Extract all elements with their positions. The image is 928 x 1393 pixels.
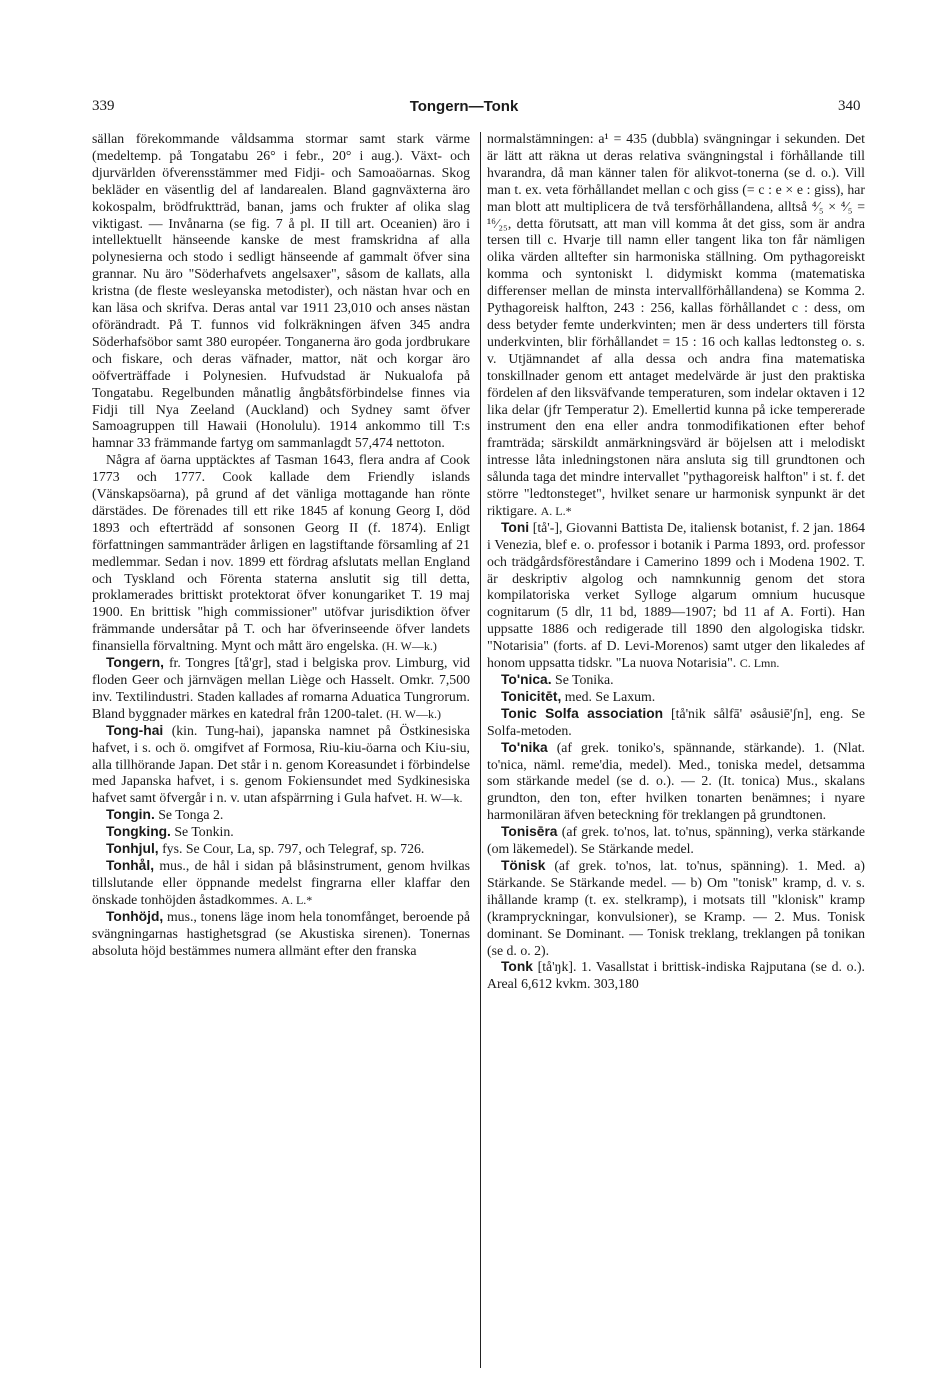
headword-tonisk: Tönisk	[501, 857, 546, 873]
entry-tongking	[92, 824, 470, 841]
entry-tong-hai	[92, 723, 470, 808]
headword-tongin: Tongin.	[106, 807, 155, 823]
tonga-history	[92, 452, 470, 655]
headword-tonicitet: Tonicitēt,	[501, 688, 562, 704]
tonhojd-signature: A. L.*	[540, 503, 572, 518]
tonhal-signature: A. L.*	[281, 892, 313, 907]
tonisera-text: (af grek. to'nos, lat. to'nus, spänning), verka stärkande (om läkemedel). Se Stärkande medel.	[487, 824, 865, 857]
entry-tonhojd	[92, 909, 470, 960]
headword-tonhojd: Tonhöjd,	[106, 908, 164, 924]
headword-tonika: To'nika	[501, 739, 548, 755]
tongin-text: Se Tonga 2.	[158, 807, 224, 823]
headword-tonhjul: Tonhjul,	[106, 841, 159, 857]
tonika-text: (af grek. toniko's, spännande, stärkande). 1. (Nlat. to'nica, näml. reme'dia, medel). Med., toniska medel, detsamma som stärkande medel (se d. o.). — 2. (It. tonica) Mus., skalans grundton, den ton, efter hvilken tonarten benämnes; i nyare harmoniläran äfven beteckning för treklangen på grundtonen.	[487, 739, 865, 823]
tongking-text: Se Tonkin.	[174, 824, 234, 840]
entry-tonhjul	[92, 841, 470, 858]
entry-tonicitet	[487, 689, 865, 706]
entry-tonisk	[487, 858, 865, 959]
headword-tongking: Tongking.	[106, 824, 171, 840]
tongern-text: fr. Tongres [tå'gr], stad i belgiska prov. Limburg, vid floden Geer och järnvägen mellan Liège och Hasselt. Omkr. 7,500 inv. Textilindustri. Staden kallades af romarna Aduatica Tungrorum. Bland byggnader märkes en katedral från 1200-talet.	[92, 655, 470, 721]
headword-tonica: To'nica.	[501, 672, 552, 687]
tonga-history-text: Några af öarna upptäcktes af Tasman 1643, flera andra af Cook 1773 och 1777. Cook kallade dem Friendly islands (Vänskapsöarna), på grund af det vänliga mottagande han rönte därstädes. De förenades till ett rike 1845 af konung Georg I, död 1893 och efterträdd af sonsonen Georg II (f. 1874). Enligt författningen sammanträder årligen en lagstiftande församling af 21 medlemmar. Sedan i nov. 1899 ett fördrag afslutats mellan England och Tyskland och Förenta staterna anslutit sig till detta, proklamerades brittiskt protektorat öfver konungariket T. 19 maj 1900. En brittisk "high commissioner" utöfvar jurisdiktion öfver främmande undersåtar på T. och har öfverinseende öfver landets finansiella förvaltning. Mynt och mått äro engelska.	[92, 452, 470, 654]
headword-tong-hai: Tong-hai	[106, 722, 164, 738]
tongern-signature: (H. W—k.)	[386, 706, 442, 721]
tonhojd-continuation	[487, 131, 865, 520]
running-title: Tongern—Tonk	[409, 98, 519, 115]
entry-tonic-solfa	[487, 706, 865, 740]
tong-hai-signature: H. W—k.	[415, 791, 463, 806]
tonic-solfa-text: [tå'nik sålfā' əsåusiē'ʃn], eng. Se Solfa-metoden.	[487, 705, 865, 738]
headword-tonk: Tonk	[501, 959, 533, 975]
entry-tongin	[92, 807, 470, 824]
tonga-signature: (H. W—k.)	[382, 639, 437, 654]
tonhojd-continuation-text: normalstämningen: a¹ = 435 (dubbla) svängningar i sekunden. Det är lätt att räkna ut deras relativa svängningstal i förhållande till hvarandra, då man känner talen för alikvot-tonerna (se d. o.). Vill man t. ex. veta förhållandet mellan c och giss (= c : e × e : giss), har man blott att multiplicera de två tersförhållandena, alltså ⁴⁄₅ × ⁴⁄₅ = ¹⁶⁄₂₅, detta förutsatt, att man vill komma åt det giss, som är andra tersen till c. Hvarje till namn eller tangent lika ton får nämligen olika värden alltefter sin harmoniska ställning. Om pythagoreiskt komma och syntoniskt l. didymiskt komma (matematiska differenser mellan de minsta intervallförhållandena) se Komma 2. Pythagoreisk halfton, 243 : 256, kallas förhållandet c : dess, om dess betyder femte underkvinten; men är dess underters till första underkvinten, blir förhållandet = 15 : 16 och kallas ledtonsteg o. s. v. Utjämnandet af alla dessa och andra fina matematiska tonskillnader genom ett antaget medelvärde är just den praktiska fördelen af den liksväfvande temperaturen, som indelar oktaven i 12 lika delar (jfr Temperatur 2). Emellertid kunna på icke tempererade instrument den ena eller andra tonmodifikationen efter behof framträda; särskildt anmärkningsvärd är böjelsen att i melodiskt intresse låta inledningstonen nära ansluta sig till grundtonen och sålunda taga det mindre intervallet "pythagoreisk halfton" i st. f. det större "ledtonsteget", hvilket senare ur harmonisk synpunkt är det riktigare.	[487, 131, 865, 518]
entry-toni	[487, 520, 865, 672]
tonga-continuation: sällan förekommande våldsamma stormar samt stark värme (medeltemp. på Tongatabu 26° i febr., 20° i aug.). Växt- och djurvärlden öfverensstämmer med Fidji- och Samoaöarnas. Skog bekläder en väsentlig del af landarealen. Bland gagnväxterna äro kokospalm, brödfruktträd, banan, jams och frukter af olika slag viktigast. — Invånarna (se fig. 7 å pl. II till art. Oceanien) äro i intellektuellt hänseende kanske de mest framskridna af alla polynesierna och stodo i sedligt hänseende af gammalt öfver sina grannar. Nu äro "Söderhafvets angelsaxer", såsom de kallats, alla kristna (de fleste wesleyanska metodister), och nästan hvar och en kan läsa och skrifva. Deras antal var 1911 23,010 och anses nästan oförändradt. På T. funnos vid folkräkningen äfven 345 andra Söderhafsöbor samt 380 européer. Tonganerna äro goda jordbrukare och fiskare, och deras väfnader, mattor, nät och korgar äro oöfverträffade i Polynesien. Hufvudstad är Nukualofa på Tongatabu. Regelbunden månatlig ångbåtsförbindelse finnes via Fidji till Nya Zeeland (Auckland) och Sydney samt öfver Samoagruppen till Hawaii (Honolulu). 1914 ankommo till T:s hamnar 33 främmande fartyg om sammanlagdt 57,474 nettoton.	[92, 131, 470, 451]
headword-tongern: Tongern,	[106, 655, 164, 671]
tonhojd-text: mus., tonens läge inom hela tonomfånget, beroende på svängningarnas hastighetsgrad (se Akustiska sirenen). Tonernas absoluta höjd bestämmes numera allmänt efter den franska	[92, 908, 470, 958]
page-header	[0, 98, 928, 120]
entry-tonika	[487, 740, 865, 825]
tonisk-text: (af grek. to'nos, lat. to'nus, spänning). 1. Med. a) Stärkande. Se Stärkande medel. — b) Om "tonisk" kramp, d. v. s. ihållande kramp (t. ex. stelkramp), i motsats till "klonisk" kramp (krampryckningar, konvulsioner), se Kramp. — 2. Mus. Tonisk dominant. Se Dominant. — Tonisk treklang, treklangen på tonikan (se d. o. 2).	[487, 857, 865, 958]
left-page-number: 339	[92, 98, 115, 114]
toni-text: [tå'-], Giovanni Battista De, italiensk botanist, f. 2 jan. 1864 i Venezia, blef e. o. professor i botanik i Parma 1893, ord. professor och trädgårdsföreståndare i Camerino 1899 och i Modena 1902. T. är deskriptiv algolog och namnkunnig genom det stora kompilatoriska verket Sylloge algarum omnium hucusque cognitarum (5 dlr, 11 bd, 1889—1907; bd 11 af A. Forti). Han uppsatte 1886 och redigerade till 1890 den algologiska tidskr. "Notarisia" (forts. af D. Levi-Morenos) samt utger den likaledes af honom uppsatta tidskr. "La nuova Notarisia".	[487, 519, 865, 671]
headword-toni: Toni	[501, 519, 530, 535]
tonica-text: Se Tonika.	[555, 672, 614, 687]
right-column	[487, 131, 865, 1371]
headword-tonhal: Tonhål,	[106, 857, 155, 873]
entry-tonk	[487, 959, 865, 993]
left-column	[92, 131, 470, 1371]
tonhal-text: mus., de hål i sidan på blåsinstrument, genom hvilkas tillslutande eller öppnande medelst fingrarna eller klaffar den önskade tonhöjden åstadkommes.	[92, 857, 470, 907]
entry-tonica	[487, 672, 865, 689]
column-divider	[480, 132, 481, 1368]
headword-tonic-solfa: Tonic Solfa association	[501, 705, 664, 721]
tonk-text: [tå'ŋk]. 1. Vasallstat i brittisk-indiska Rajputana (se d. o.). Areal 6,612 kvkm. 303,180	[487, 959, 865, 992]
right-page-number: 340	[838, 98, 861, 114]
headword-tonisera: Tonisēra	[501, 824, 558, 840]
tonhjul-text: fys. Se Cour, La, sp. 797, och Telegraf, sp. 726.	[162, 841, 425, 857]
tonicitet-text: med. Se Laxum.	[564, 688, 656, 704]
toni-signature: C. Lmn.	[739, 656, 780, 671]
entry-tonisera	[487, 824, 865, 858]
entry-tongern	[92, 655, 470, 723]
tong-hai-text: (kin. Tung-hai), japanska namnet på Östkinesiska hafvet, i s. och ö. omgifvet af Formosa, Riu-kiu-öarna och Kiu-siu, alla tillhörande Japan. Det står i n. genom Koreasundet i förbindelse med Japanska hafvet, i s. genom Fokiensundet med Sydkinesiska hafvet samt öfvergår i n. v. utan afspärrning i Gula hafvet.	[92, 722, 470, 806]
entry-tonhal	[92, 858, 470, 909]
